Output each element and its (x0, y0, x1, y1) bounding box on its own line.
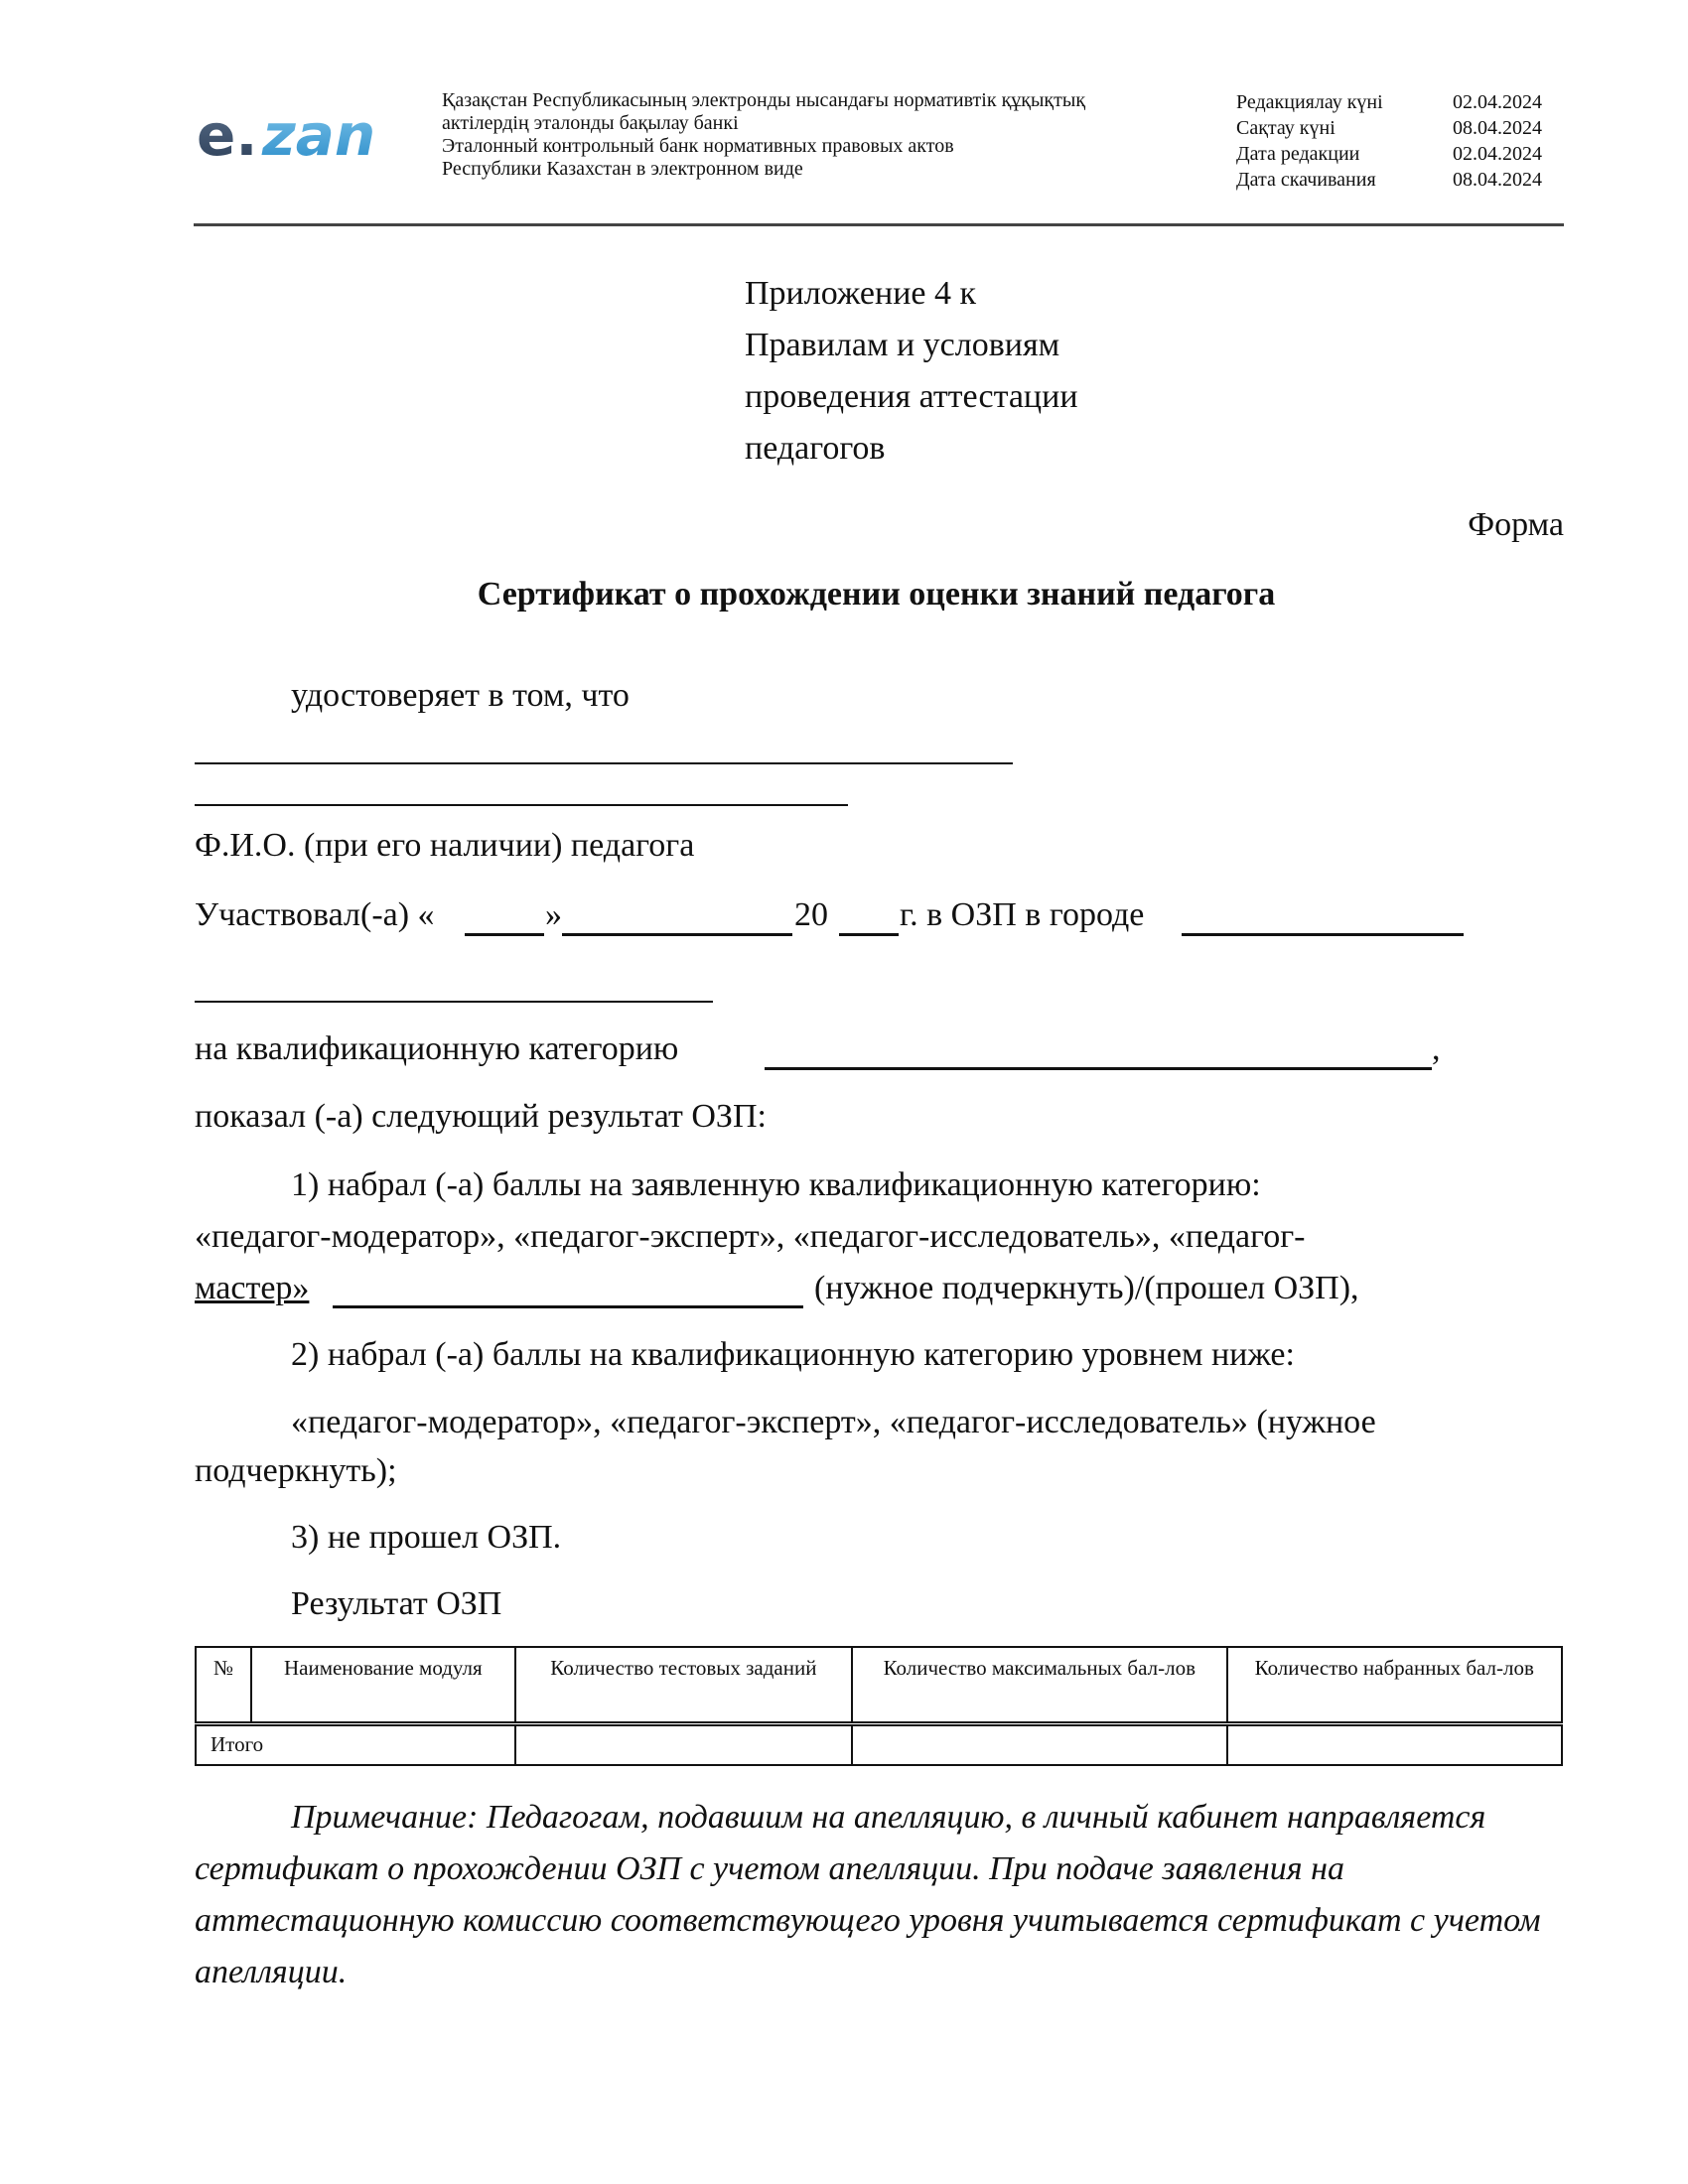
item1-line3-end: (нужное подчеркнуть)/(прошел ОЗП), (814, 1270, 1359, 1306)
item2-line3: подчеркнуть); (195, 1452, 397, 1489)
table-header-cell: Количество тестовых заданий (515, 1647, 852, 1724)
date-row (1236, 115, 1542, 141)
note-text (195, 1792, 1575, 1998)
appendix-reference (745, 268, 1078, 475)
name-line (195, 804, 848, 806)
svg-text:e.: e. (197, 101, 258, 169)
day-blank (465, 933, 544, 936)
header-org-line: Қазақстан Республикасының электронды нысандағы нормативтік құқықтық (442, 89, 1086, 111)
city-blank (1182, 933, 1464, 936)
appendix-line: Приложение 4 к (745, 275, 977, 312)
date-label: Дата скачивания (1236, 169, 1376, 191)
result-table (195, 1646, 1563, 1766)
result-intro: показал (-а) следующий результат ОЗП: (195, 1098, 767, 1135)
item3-text: 3) не прошел ОЗП. (291, 1519, 562, 1556)
date-row (1236, 141, 1542, 167)
date-value: 02.04.2024 (1453, 91, 1542, 113)
year-prefix: 20 (794, 896, 828, 933)
header-org-line: Эталонный контрольный банк нормативных правовых актов (442, 135, 954, 157)
table-cell (515, 1724, 852, 1766)
table-header-cell: Наименование модуля (251, 1647, 515, 1724)
table-header-cell: Количество максимальных бал-лов (852, 1647, 1226, 1724)
item2-line1: 2) набрал (-а) баллы на квалификационную категорию уровнем ниже: (291, 1336, 1295, 1373)
date-row (1236, 167, 1542, 193)
form-label: Форма (1468, 506, 1564, 543)
svg-text:zan: zan (262, 101, 376, 169)
table-total-label: Итого (196, 1724, 515, 1766)
table-header-row (196, 1647, 1562, 1724)
name-line (195, 762, 1013, 764)
note-content: Примечание: Педагогам, подавшим на апелляцию, в личный кабинет направляется сертификат о прохождении ОЗП с учетом апелляции. При подаче заявления на аттестационную комиссию соответствующего уровня учитывается сертификат с учетом апелляции. (195, 1799, 1541, 1990)
table-cell (1227, 1724, 1562, 1766)
fio-label: Ф.И.О. (при его наличии) педагога (195, 827, 695, 864)
item2-line2: «педагог-модератор», «педагог-эксперт», «педагог-исследователь» (нужное (291, 1404, 1376, 1440)
year-blank (839, 933, 899, 936)
certifies-text: удостоверяет в том, что (291, 677, 630, 714)
category-blank (765, 1067, 1432, 1070)
item1-line2: «педагог-модератор», «педагог-эксперт», «педагог-исследователь», «педагог- (195, 1218, 1306, 1255)
table-total-row (196, 1724, 1562, 1766)
category-comma: , (1432, 1030, 1441, 1067)
participated-mid: г. в ОЗП в городе (900, 896, 1145, 933)
header-org-line: Республики Казахстан в электронном виде (442, 158, 803, 180)
header-dates (1236, 89, 1542, 193)
date-row (1236, 89, 1542, 115)
date-value: 08.04.2024 (1453, 169, 1542, 191)
table-cell (852, 1724, 1226, 1766)
table-header-cell: № (196, 1647, 251, 1724)
item1-line1: 1) набрал (-а) баллы на заявленную квалификационную категорию: (291, 1166, 1261, 1203)
date-value: 08.04.2024 (1453, 117, 1542, 139)
month-blank (562, 933, 792, 936)
date-label: Редакциялау күні (1236, 91, 1383, 113)
result-label: Результат ОЗП (291, 1585, 502, 1622)
header-org-line: актілердің эталонды бақылау банкі (442, 112, 739, 134)
participated-prefix: Участвовал(-а) « (195, 896, 435, 933)
appendix-line: педагогов (745, 430, 886, 467)
item1-line3-start: мастер» (195, 1270, 310, 1306)
header-org-text (442, 89, 1085, 181)
appendix-line: проведения аттестации (745, 378, 1078, 415)
appendix-line: Правилам и условиям (745, 327, 1060, 363)
header-divider (194, 223, 1564, 226)
participated-quote-close: » (545, 896, 562, 933)
date-label: Дата редакции (1236, 143, 1360, 165)
table-header-cell: Количество набранных бал-лов (1227, 1647, 1562, 1724)
category-label: на квалификационную категорию (195, 1030, 679, 1067)
ezan-logo (197, 99, 385, 169)
date-value: 02.04.2024 (1453, 143, 1542, 165)
date-label: Сақтау күні (1236, 117, 1336, 139)
document-title: Сертификат о прохождении оценки знаний педагога (477, 576, 1276, 613)
item1-blank (333, 1305, 803, 1308)
city-continuation-line (195, 1001, 713, 1003)
